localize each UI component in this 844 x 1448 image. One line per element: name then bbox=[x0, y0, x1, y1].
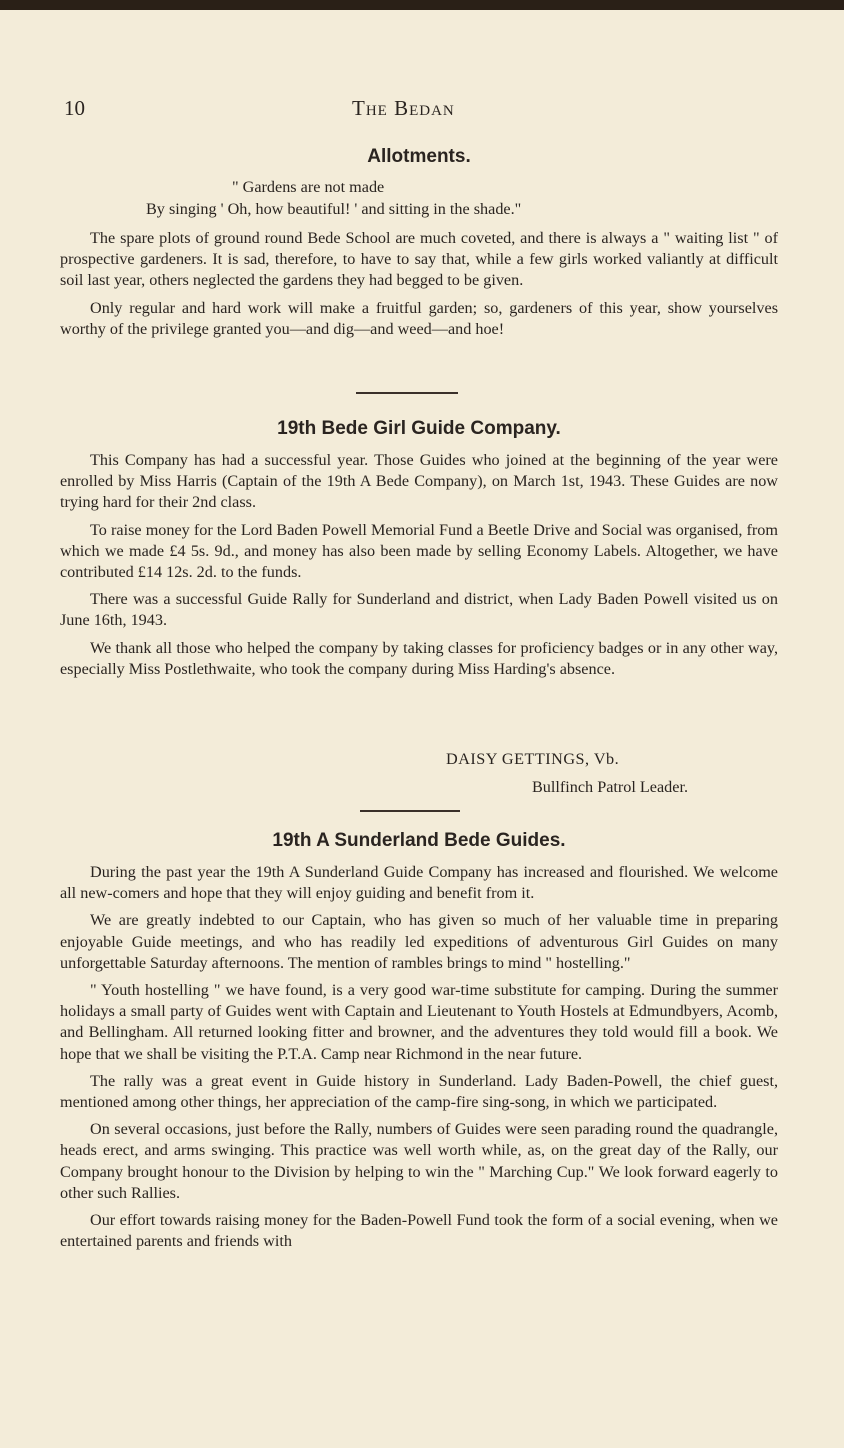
paragraph: On several occasions, just before the Rally, numbers of Guides were seen parading round the quadrangle, heads erect, and arms swinging. This practice was well worth while, as, on the great day of the Rally, our Company brought honour to the Division by helping to win the " Marching Cup." We look forward eagerly to other such Rallies. bbox=[60, 1120, 778, 1202]
company-body bbox=[60, 450, 778, 680]
section-divider bbox=[360, 810, 460, 812]
page-number: 10 bbox=[64, 96, 85, 120]
paragraph: The rally was a great event in Guide history in Sunderland. Lady Baden-Powell, the chief guest, mentioned among other things, her appreciation of the camp-fire sing-song, in which we participated. bbox=[60, 1071, 778, 1112]
section-title-allotments: Allotments. bbox=[367, 146, 471, 167]
epigraph-line-2: By singing ' Oh, how beautiful! ' and sitting in the shade." bbox=[146, 200, 522, 218]
signature-name: DAISY GETTINGS, Vb. bbox=[446, 750, 620, 768]
section-title-company: 19th Bede Girl Guide Company. bbox=[277, 418, 561, 439]
paragraph: This Company has had a successful year. Those Guides who joined at the beginning of the year were enrolled by Miss Harris (Captain of the 19th A Bede Company), on March 1st, 1943. These Guides are now trying hard for their 2nd class. bbox=[60, 451, 778, 512]
paragraph: Our effort towards raising money for the Baden-Powell Fund took the form of a social evening, when we entertained parents and friends with bbox=[60, 1211, 778, 1251]
section-title-sunderland: 19th A Sunderland Bede Guides. bbox=[272, 830, 566, 851]
epigraph-line-1: " Gardens are not made bbox=[232, 178, 385, 196]
page-top-edge bbox=[0, 0, 844, 10]
paragraph: We thank all those who helped the company by taking classes for proficiency badges or in any other way, especially Miss Postlethwaite, who took the company during Miss Harding's absence. bbox=[60, 638, 778, 678]
paragraph: We are greatly indebted to our Captain, who has given so much of her valuable time in preparing enjoyable Guide meetings, and who has readily led expeditions of adventurous Girl Guides on many unforgettable Saturday afternoons. The mention of rambles brings to mind " hostelling." bbox=[60, 911, 778, 972]
paragraph: Only regular and hard work will make a fruitful garden; so, gardeners of this year, show yourselves worthy of the privilege granted you—and dig—and weed—and hoe! bbox=[60, 298, 778, 338]
paragraph: " Youth hostelling " we have found, is a very good war-time substitute for camping. During the summer holidays a small party of Guides went with Captain and Lieutenant to Youth Hostels at Edmundbyers, Acomb, and Bellingham. All returned looking fitter and browner, and the adventures they told would fill a book. We hope that we shall be visiting the P.T.A. Camp near Richmond in the near future. bbox=[60, 981, 778, 1063]
allotments-body bbox=[60, 228, 778, 340]
section-divider bbox=[356, 392, 458, 394]
running-head bbox=[60, 96, 778, 122]
sunderland-body bbox=[60, 862, 778, 1252]
journal-title: The Bedan bbox=[352, 96, 455, 120]
paragraph: During the past year the 19th A Sunderland Guide Company has increased and flourished. We welcome all new-comers and hope that they will enjoy guiding and benefit from it. bbox=[60, 863, 778, 903]
paragraph: The spare plots of ground round Bede School are much coveted, and there is always a " waiting list " of prospective gardeners. It is sad, therefore, to have to say that, while a few girls worked valiantly at difficult soil last year, others neglected the gardens they had begged to be given. bbox=[60, 229, 778, 290]
paragraph: To raise money for the Lord Baden Powell Memorial Fund a Beetle Drive and Social was organised, from which we made £4 5s. 9d., and money has also been made by selling Economy Labels. Altogether, we have contributed £14 12s. 2d. to the funds. bbox=[60, 520, 778, 582]
paragraph: There was a successful Guide Rally for Sunderland and district, when Lady Baden Powell visited us on June 16th, 1943. bbox=[60, 590, 778, 630]
signature-role: Bullfinch Patrol Leader. bbox=[532, 778, 688, 796]
